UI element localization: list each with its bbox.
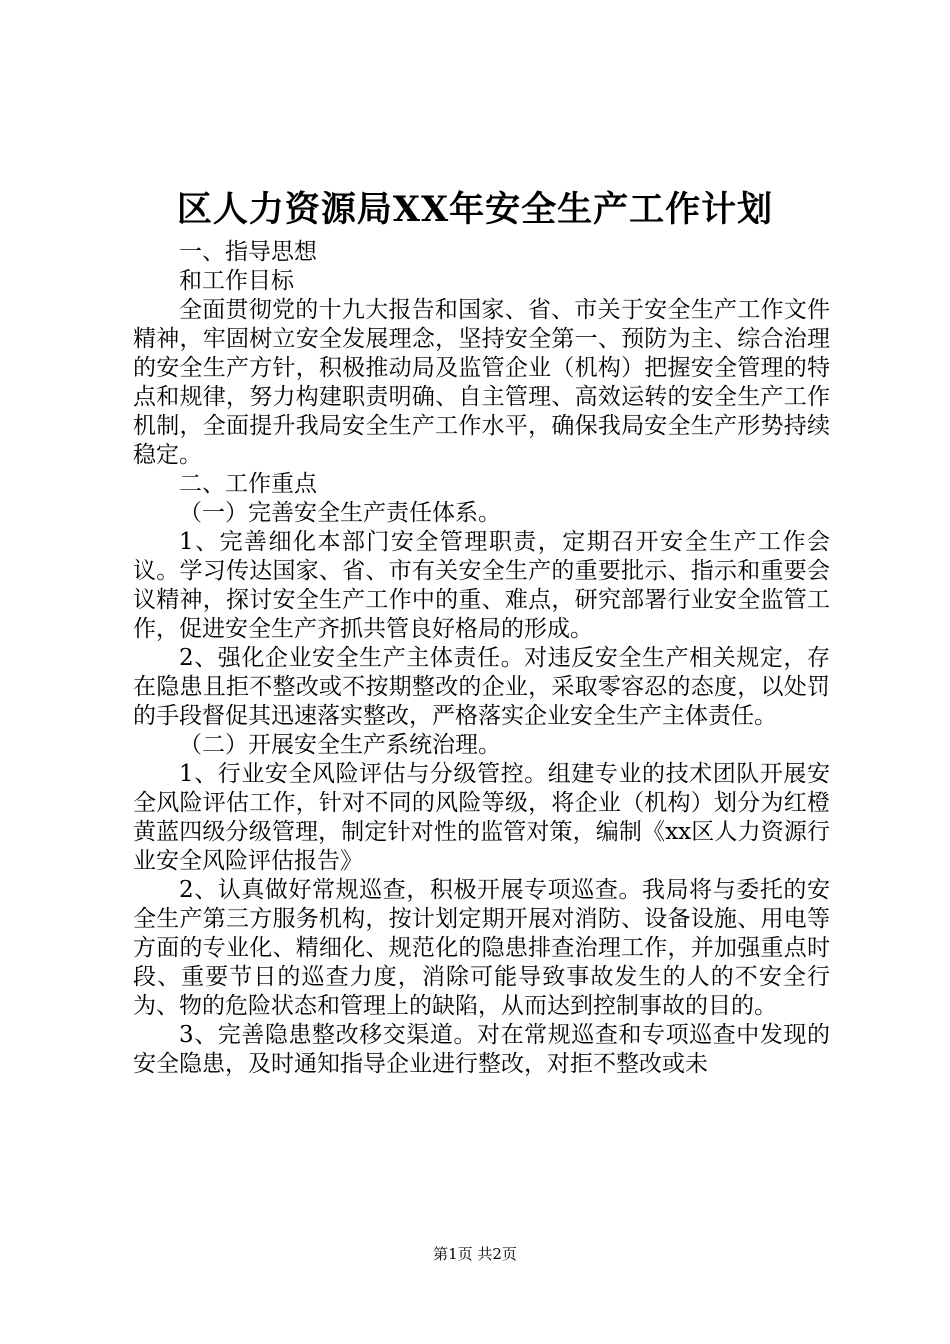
page-number-footer: 第1页 共2页 (433, 1245, 517, 1263)
section-heading: 二、工作重点 (179, 471, 317, 497)
body-paragraph: 3、完善隐患整改移交渠道。对在常规巡查和专项巡查中发现的安全隐患，及时通知指导企业进行整改，对拒不整改或未 (133, 1022, 830, 1077)
section-heading-continued: 和工作目标 (179, 268, 294, 294)
document-title: 区人力资源局XX年安全生产工作计划 (176, 189, 774, 230)
body-paragraph: 1、完善细化本部门安全管理职责，定期召开安全生产工作会议。学习传达国家、省、市有关安全生产的重要批示、指示和重要会议精神，探讨安全生产工作中的重、难点，研究部署行业安全监管工作，促进安全生产齐抓共管良好格局的形成。 (133, 529, 830, 642)
body-paragraph: 2、强化企业安全生产主体责任。对违反安全生产相关规定，存在隐患且拒不整改或不按期整改的企业，采取零容忍的态度，以处罚的手段督促其迅速落实整改，严格落实企业安全生产主体责任。 (133, 645, 830, 729)
body-paragraph: 1、行业安全风险评估与分级管控。组建专业的技术团队开展安全风险评估工作，针对不同的风险等级，将企业（机构）划分为红橙黄蓝四级分级管理，制定针对性的监管对策，编制《xx区人力资源行业安全风险评估报告》 (133, 761, 830, 874)
section-heading: 一、指导思想 (179, 239, 317, 265)
document-body (133, 238, 830, 1079)
subsection-heading: （二）开展安全生产系统治理。 (179, 732, 501, 758)
body-paragraph: 2、认真做好常规巡查，积极开展专项巡查。我局将与委托的安全生产第三方服务机构，按计划定期开展对消防、设备设施、用电等方面的专业化、精细化、规范化的隐患排查治理工作，并加强重点时段、重要节日的巡查力度，消除可能导致事故发生的人的不安全行为、物的危险状态和管理上的缺陷，从而达到控制事故的目的。 (133, 877, 830, 1019)
subsection-heading: （一）完善安全生产责任体系。 (179, 500, 501, 526)
body-paragraph: 全面贯彻党的十九大报告和国家、省、市关于安全生产工作文件精神，牢固树立安全发展理念，坚持安全第一、预防为主、综合治理的安全生产方针，积极推动局及监管企业（机构）把握安全管理的特点和规律，努力构建职责明确、自主管理、高效运转的安全生产工作机制，全面提升我局安全生产工作水平，确保我局安全生产形势持续稳定。 (133, 297, 830, 468)
